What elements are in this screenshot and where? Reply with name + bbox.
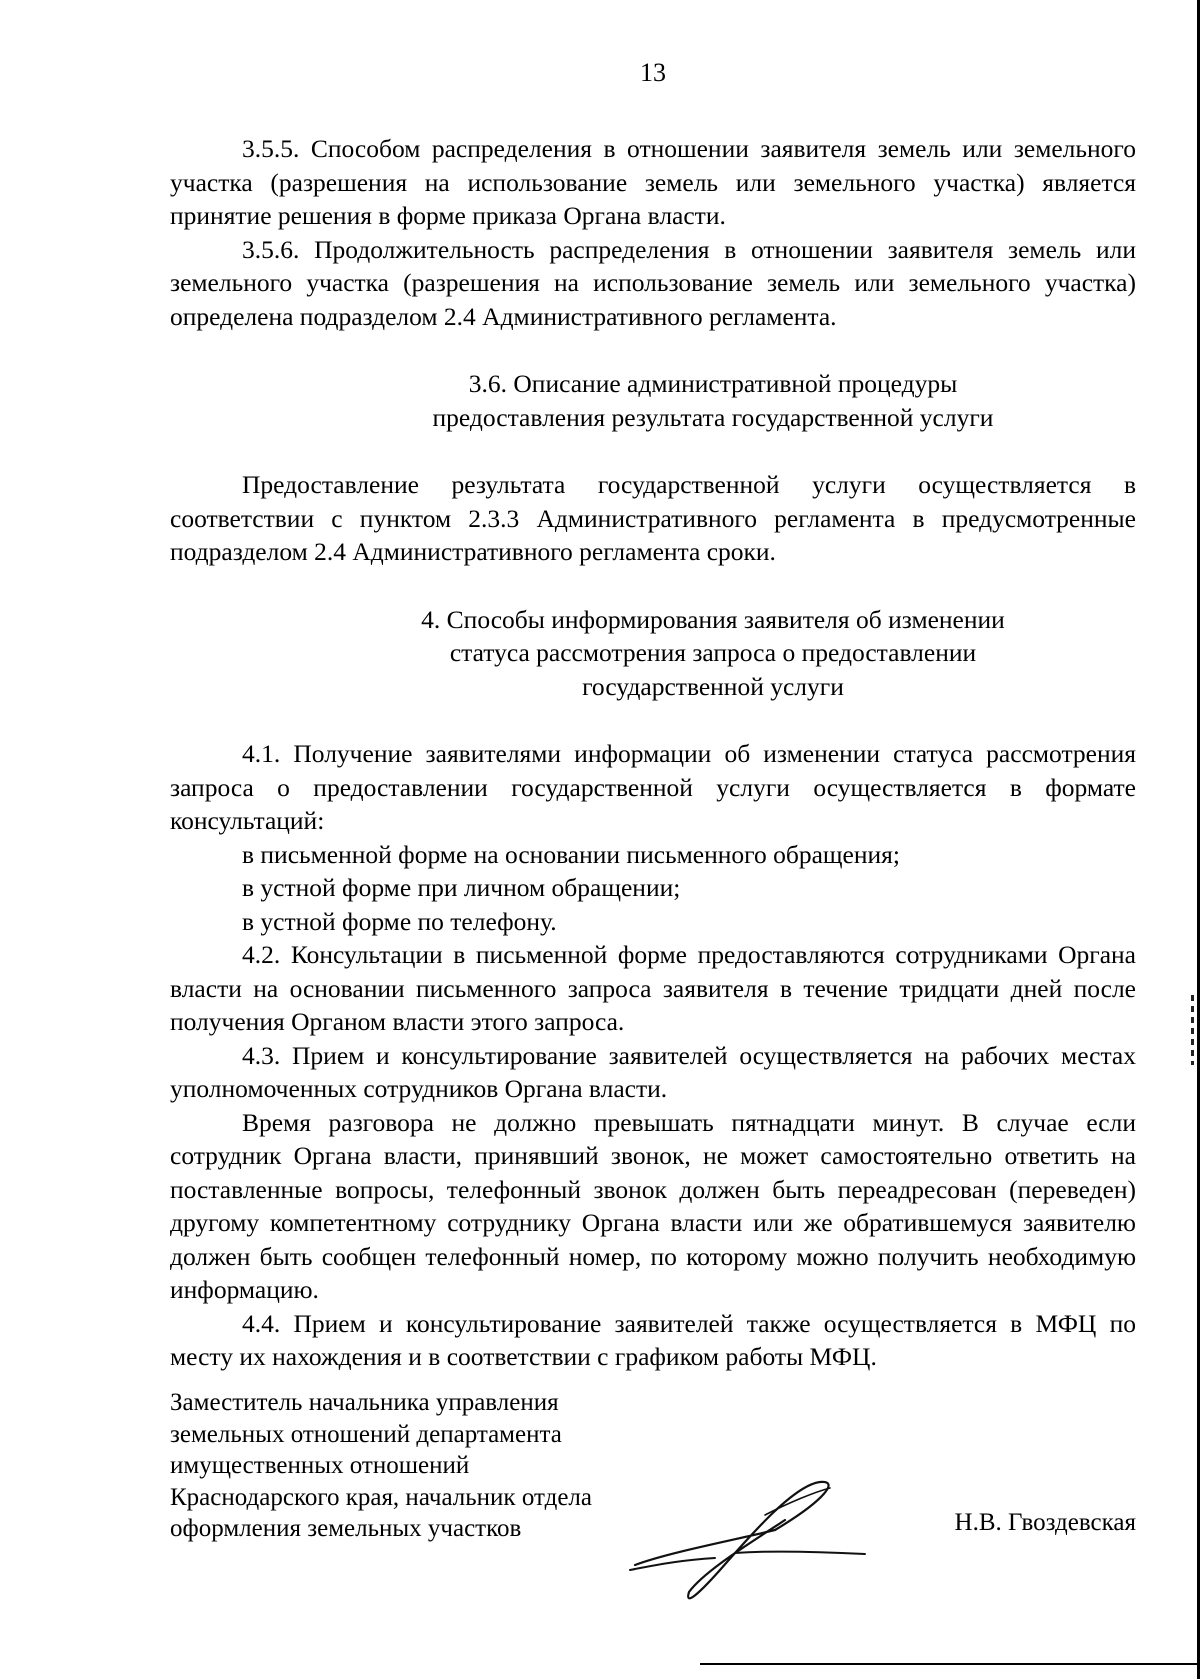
document-body [170,132,1136,1374]
paragraph-3-5-5: 3.5.5. Способом распределения в отношении заявителя земель или земельного участка (разрешения на использование земель или земельного участка) является принятие решения в форме приказа Органа власти. [170,134,1136,230]
heading-line: 4. Способы информирования заявителя об изменении [421,604,1005,634]
heading-line: статуса рассмотрения запроса о предоставлении [449,638,977,667]
heading-line: предоставления результата государственной услуги [432,402,994,432]
paragraph-call-time: Время разговора не должно превышать пятнадцати минут. В случае если сотрудник Органа власти, принявший звонок, не может самостоятельно ответить на поставленные вопросы, телефонный звонок должен быть переадресован (переведен) другому компетентному сотруднику Органа власти или же обратившемуся заявителю должен быть сообщен телефонный номер, по которому можно получить необходимую информацию. [170,1107,1136,1304]
list-item: в письменной форме на основании письменного обращения; [242,839,900,869]
heading-line: 3.6. Описание административной процедуры [468,369,958,398]
paragraph-3-5-6: 3.5.6. Продолжительность распределения в отношении заявителя земель или земельного участка (разрешения на использование земель или земельного участка) определена подразделом 2.4 Административного регламента. [170,234,1136,331]
page-number: 13 [640,58,666,87]
paragraph-4-3: 4.3. Прием и консультирование заявителей осуществляется на рабочих местах уполномоченных сотрудников Органа власти. [170,1040,1136,1103]
list-item: в устной форме при личном обращении; [242,873,681,902]
position-line: оформления земельных участков [170,1515,522,1542]
position-line: имущественных отношений [170,1452,470,1479]
list-item: в устной форме по телефону. [242,906,557,936]
paragraph-4-4: 4.4. Прием и консультирование заявителей также осуществляется в МФЦ по месту их нахождения и в соответствии с графиком работы МФЦ. [170,1308,1136,1371]
signer-name: Н.В. Гвоздевская [954,1509,1136,1536]
paragraph-4-2: 4.2. Консультации в письменной форме предоставляются сотрудниками Органа власти на основании письменного запроса заявителя в течение тридцати дней после получения Органом власти этого запроса. [170,940,1136,1036]
paragraph-4-1: 4.1. Получение заявителями информации об изменении статуса рассмотрения запроса о предоставлении государственной услуги осуществляется в формате консультаций: [170,739,1136,835]
section-4-heading [170,603,1136,704]
position-line: земельных отношений департамента [170,1420,562,1448]
paragraph-3-6: Предоставление результата государственной услуги осуществляется в соответствии с пунктом 2.3.3 Административного регламента в предусмотренные подразделом 2.4 Административного регламента сроки. [170,470,1136,566]
section-3-6-heading [170,367,1136,434]
heading-line: государственной услуги [582,671,844,701]
position-line: Краснодарского края, начальник отдела [170,1483,592,1511]
handwritten-signature [625,1460,875,1610]
scan-artifact [1191,995,1194,1065]
signer-position [170,1387,592,1545]
position-line: Заместитель начальника управления [170,1389,559,1416]
bottom-rule [700,1663,1200,1665]
